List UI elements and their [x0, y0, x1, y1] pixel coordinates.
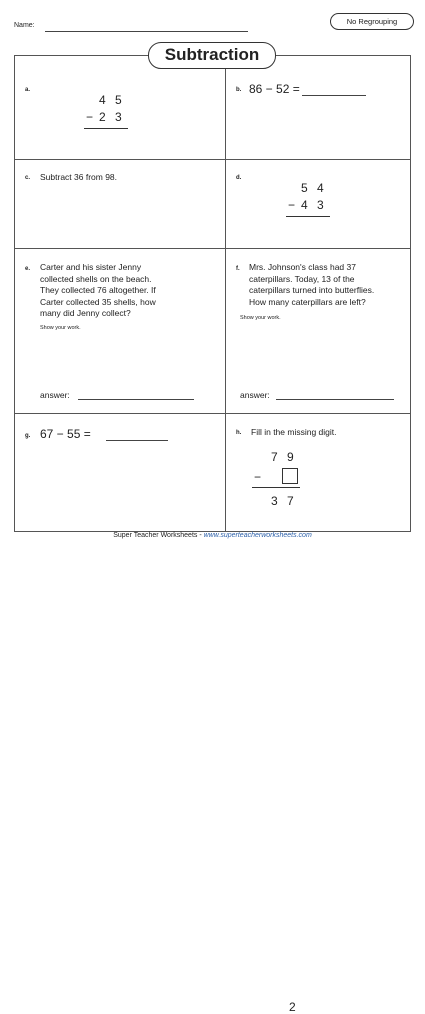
problem-d-minus: − — [288, 198, 296, 212]
problem-e-answer-line[interactable] — [78, 399, 194, 400]
problem-c-letter: c. — [25, 175, 31, 181]
name-line[interactable] — [45, 31, 248, 32]
problem-h-letter: h. — [236, 430, 242, 436]
footer-url[interactable]: www.superteacherworksheets.com — [203, 532, 312, 539]
problem-d-bar — [286, 216, 330, 217]
page-title: Subtraction — [148, 42, 276, 69]
grid-divider-row-3 — [14, 413, 411, 414]
problem-a-bar — [84, 128, 128, 129]
problem-h-bar — [252, 487, 300, 488]
problem-f-show-work: Show your work. — [240, 315, 281, 321]
problem-h-minus: − — [254, 470, 262, 484]
problem-e-line: many did Jenny collect? — [40, 308, 131, 319]
problem-b-answer-line[interactable] — [302, 95, 366, 96]
problem-f-line: Mrs. Johnson's class had 37 — [249, 262, 356, 272]
problem-h-missing-digit-box[interactable] — [282, 468, 298, 484]
problem-a-top: 4 5 — [99, 93, 125, 107]
problem-b-equation: 86 − 52 = — [249, 82, 300, 96]
problem-h-top: 7 9 — [271, 450, 297, 464]
problem-e-line: Carter and his sister Jenny — [40, 262, 142, 272]
footer-brand: Super Teacher Worksheets - — [113, 532, 204, 539]
grid-divider-row-1 — [14, 159, 411, 160]
problem-e-letter: e. — [25, 266, 31, 272]
name-label: Name: — [14, 22, 35, 29]
problem-d-bottom: 4 3 — [301, 198, 327, 212]
problem-g-letter: g. — [25, 433, 31, 439]
footer — [0, 532, 425, 539]
problem-e-line: collected shells on the beach. — [40, 273, 152, 284]
problem-e-line: Carter collected 35 shells, how — [40, 296, 156, 307]
grid-divider-vertical — [225, 55, 226, 532]
problem-c-text: Subtract 36 from 98. — [40, 172, 118, 182]
problem-a-letter: a. — [25, 87, 31, 93]
problem-g-equation: 67 − 55 = — [40, 427, 91, 441]
grid-divider-row-2 — [14, 248, 411, 249]
problem-a-bottom: 2 3 — [99, 110, 125, 124]
problem-f-text — [249, 262, 409, 308]
problem-e-line: They collected 76 altogether. If — [40, 285, 156, 296]
problem-f-line: caterpillars turned into butterflies. — [249, 285, 375, 296]
problem-h-text: Fill in the missing digit. — [251, 427, 337, 437]
problem-e-show-work: Show your work. — [40, 325, 81, 331]
problem-h-result: 3 7 — [271, 494, 297, 508]
problem-h-missing-digit: 2 — [289, 1000, 299, 1014]
problem-d-letter: d. — [236, 175, 242, 181]
problem-f-line: How many caterpillars are left? — [249, 296, 366, 307]
problem-f-letter: f. — [236, 266, 240, 272]
problem-a-minus: − — [86, 110, 94, 124]
problem-f-line: caterpillars. Today, 13 of the — [249, 273, 355, 284]
problem-g-answer-line[interactable] — [106, 440, 168, 441]
problem-b-letter: b. — [236, 87, 242, 93]
problem-f-answer-line[interactable] — [276, 399, 394, 400]
no-regrouping-badge: No Regrouping — [330, 13, 414, 30]
problem-d-top: 5 4 — [301, 181, 327, 195]
problem-e-text — [40, 262, 220, 320]
problem-f-answer-label: answer: — [240, 390, 270, 400]
problem-e-answer-label: answer: — [40, 390, 70, 400]
